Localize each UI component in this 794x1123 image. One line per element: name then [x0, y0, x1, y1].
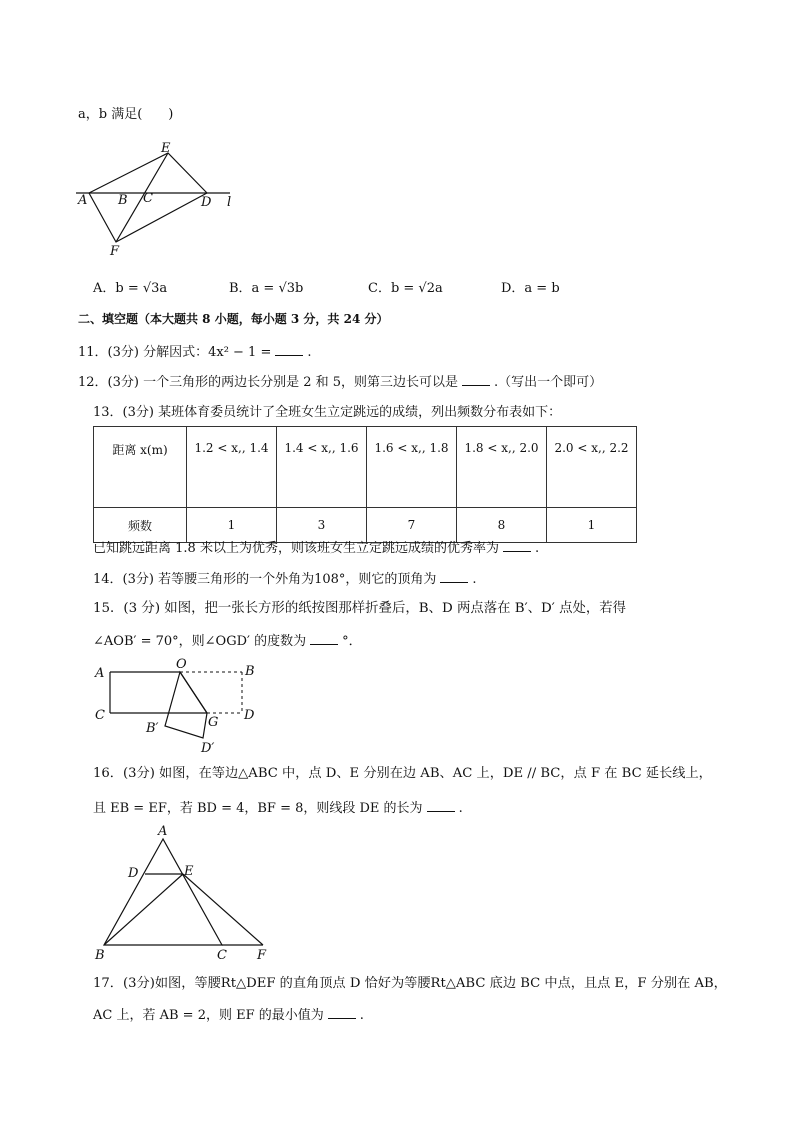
table-count-2: 3	[277, 508, 367, 543]
q13-intro: 13．(3分) 某班体育委员统计了全班女生立定跳远的成绩，列出频数分布表如下：	[93, 405, 562, 420]
q10-option-d: D．a = b	[501, 281, 560, 296]
q15-blank	[310, 634, 338, 645]
q16-label-b: B	[95, 948, 105, 963]
q15-label-o: O	[176, 657, 187, 672]
q15-line1: 15．(3 分) 如图，把一张长方形的纸按图那样折叠后，B、D 两点落在 B′、D′ 点处，若得	[93, 601, 627, 616]
q10-option-a: A．b = √3a	[93, 281, 168, 296]
q10-label-e: E	[161, 141, 171, 156]
q16-figure	[90, 822, 280, 967]
q15-line2	[93, 634, 362, 648]
table-range-3: 1.6 < x,, 1.8	[367, 427, 457, 508]
q15-line2-text: ∠AOB′ = 70°，则∠OGD′ 的度数为	[93, 634, 307, 649]
q10-label-c: C	[143, 191, 153, 206]
q16-line2	[93, 801, 463, 815]
table-range-1: 1.2 < x,, 1.4	[187, 427, 277, 508]
q12-blank	[462, 375, 490, 386]
q15-figure	[90, 655, 270, 760]
q10-option-c: C．b = √2a	[368, 281, 443, 296]
q14	[93, 572, 477, 586]
table-head-distance: 距离 x(m)	[94, 427, 187, 508]
q13-tail-text: 已知跳远距离 1.8 米以上为优秀，则该班女生立定跳远成绩的优秀率为	[93, 541, 499, 556]
table-count-3: 7	[367, 508, 457, 543]
q17-line2-suffix: .	[359, 1008, 364, 1023]
q10-label-f: F	[110, 244, 120, 259]
frequency-table	[93, 426, 637, 543]
q15-label-g: G	[208, 715, 219, 730]
table-count-4: 8	[457, 508, 547, 543]
q16-line2-text: 且 EB = EF，若 BD = 4，BF = 8，则线段 DE 的长为	[93, 801, 423, 816]
q17-line2-text: AC 上，若 AB = 2，则 EF 的最小值为	[93, 1008, 324, 1023]
q14-suffix: .	[472, 572, 477, 587]
q10-label-a: A	[78, 193, 88, 208]
q15-label-b-prime: B′	[146, 721, 159, 736]
q16-line1: 16．(3分) 如图，在等边△ABC 中，点 D、E 分别在边 AB、AC 上，DE // BC，点 F 在 BC 延长线上，	[93, 766, 712, 781]
q15-label-d-prime: D′	[201, 741, 215, 756]
table-range-4: 1.8 < x,, 2.0	[457, 427, 547, 508]
q10-figure	[70, 140, 250, 260]
table-count-5: 1	[547, 508, 637, 543]
q10-tail: a，b 满足( )	[78, 107, 174, 122]
q10-label-b: B	[118, 193, 128, 208]
table-range-5: 2.0 < x,, 2.2	[547, 427, 637, 508]
q10-label-l: l	[227, 195, 232, 210]
q10-label-d: D	[201, 195, 212, 210]
table-count-1: 1	[187, 508, 277, 543]
q11-suffix: .	[307, 345, 312, 360]
q16-label-a: A	[158, 824, 168, 839]
q13-tail	[93, 541, 539, 555]
q13-tail-suffix: .	[534, 541, 540, 556]
q15-label-b: B	[245, 664, 255, 679]
q15-label-d: D	[244, 708, 255, 723]
q15-label-c: C	[95, 708, 105, 723]
table-head-frequency: 频数	[94, 508, 187, 543]
q15-label-a: A	[95, 666, 105, 681]
q14-text: 14．(3分) 若等腰三角形的一个外角为108°，则它的顶角为	[93, 572, 437, 587]
q11	[78, 345, 312, 359]
q16-label-f: F	[257, 948, 267, 963]
q16-label-d: D	[128, 866, 139, 881]
q10-option-b: B．a = √3b	[229, 281, 304, 296]
q15-line2-suffix: °．	[342, 634, 362, 649]
q12-text: 12．(3分) 一个三角形的两边长分别是 2 和 5，则第三边长可以是	[78, 375, 459, 390]
q17-blank	[328, 1008, 356, 1019]
q11-text: 11．(3分) 分解因式：4x² − 1 =	[78, 345, 272, 360]
section2-title: 二、填空题（本大题共 8 小题，每小题 3 分，共 24 分）	[78, 312, 389, 326]
q16-label-e: E	[184, 864, 194, 879]
q14-blank	[440, 572, 468, 583]
q11-blank	[275, 345, 303, 356]
q17-line1: 17．(3分)如图，等腰Rt△DEF 的直角顶点 D 恰好为等腰Rt△ABC 底边 BC 中点，且点 E，F 分别在 AB，	[93, 976, 727, 991]
q16-blank	[427, 801, 455, 812]
table-range-2: 1.4 < x,, 1.6	[277, 427, 367, 508]
q13-blank	[503, 541, 531, 552]
q16-label-c: C	[217, 948, 227, 963]
q12	[78, 375, 602, 389]
q17-line2	[93, 1008, 364, 1022]
q12-suffix: .（写出一个即可）	[494, 375, 603, 390]
q16-line2-suffix: .	[458, 801, 463, 816]
